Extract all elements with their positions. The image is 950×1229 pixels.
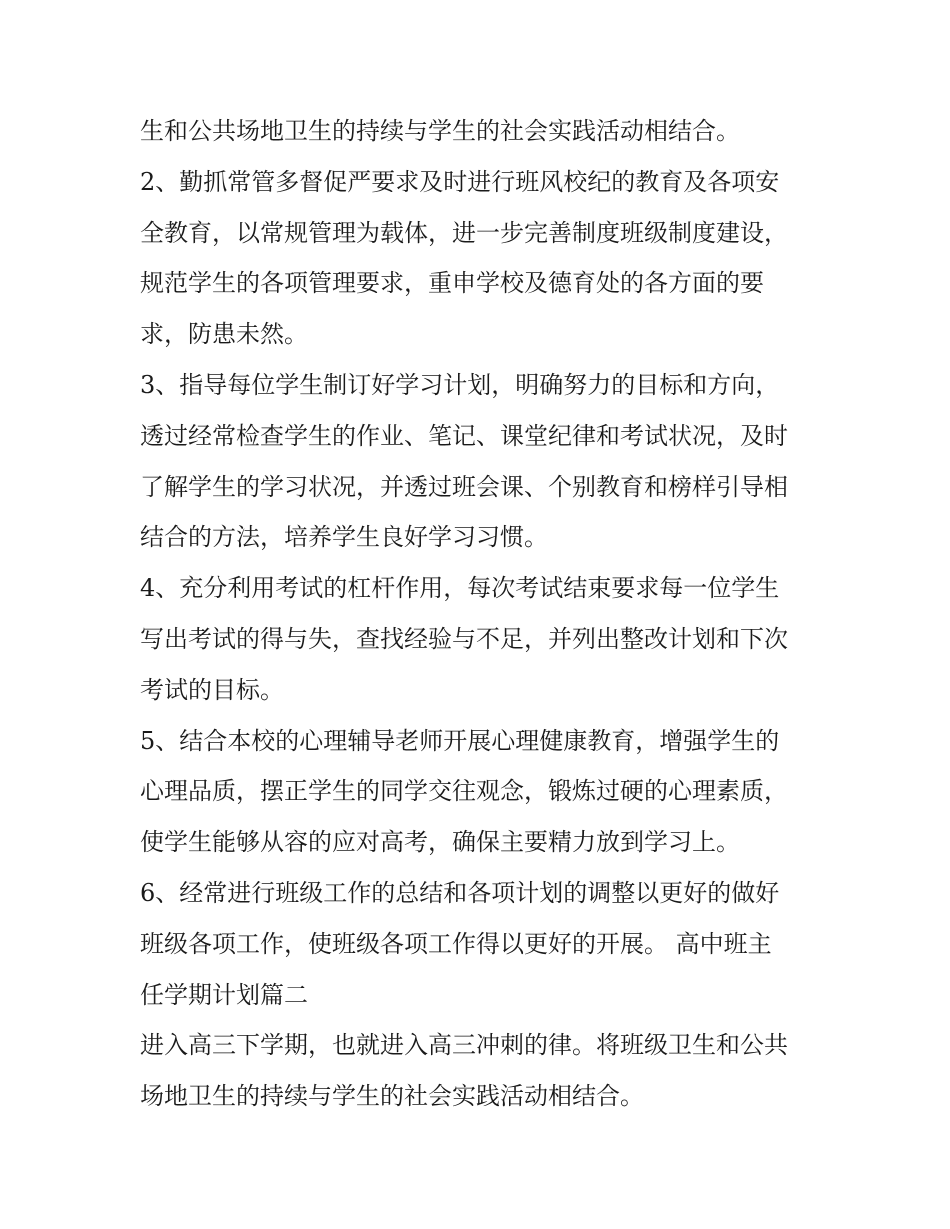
text-line: 结合的方法，培养学生良好学习习惯。 (140, 523, 548, 552)
text-line: 进入高三下学期，也就进入高三冲刺的律。将班级卫生和公共 (140, 1031, 788, 1060)
text-line: 场地卫生的持续与学生的社会实践活动相结合。 (140, 1082, 644, 1111)
text-line: 考试的目标。 (140, 675, 284, 704)
text-line: 规范学生的各项管理要求，重申学校及德育处的各方面的要 (140, 269, 764, 298)
text-line: 全教育，以常规管理为载体，进一步完善制度班级制度建设， (140, 218, 788, 247)
text-line: 5、结合本校的心理辅导老师开展心理健康教育，增强学生的 (140, 726, 780, 755)
text-line: 班级各项工作，使班级各项工作得以更好的开展。 高中班主 (140, 929, 772, 958)
text-line: 4、充分利用考试的杠杆作用，每次考试结束要求每一位学生 (140, 574, 780, 603)
text-line: 生和公共场地卫生的持续与学生的社会实践活动相结合。 (140, 117, 740, 145)
text-line: 求，防患未然。 (140, 320, 308, 349)
text-line: 透过经常检查学生的作业、笔记、课堂纪律和考试状况，及时 (140, 421, 788, 450)
text-line: 写出考试的得与失，查找经验与不足，并列出整改计划和下次 (140, 624, 788, 653)
text-line: 3、指导每位学生制订好学习计划，明确努力的目标和方向， (140, 370, 780, 399)
text-line: 使学生能够从容的应对高考，确保主要精力放到学习上。 (140, 828, 740, 857)
text-line: 任学期计划篇二 (140, 980, 308, 1009)
text-line: 心理品质，摆正学生的同学交往观念，锻炼过硬的心理素质， (140, 777, 788, 806)
text-line: 了解学生的学习状况，并透过班会课、个别教育和榜样引导相 (140, 472, 788, 501)
text-line: 6、经常进行班级工作的总结和各项计划的调整以更好的做好 (140, 878, 780, 907)
text-line: 2、勤抓常管多督促严要求及时进行班风校纪的教育及各项安 (140, 167, 780, 196)
document-body (140, 106, 830, 1122)
